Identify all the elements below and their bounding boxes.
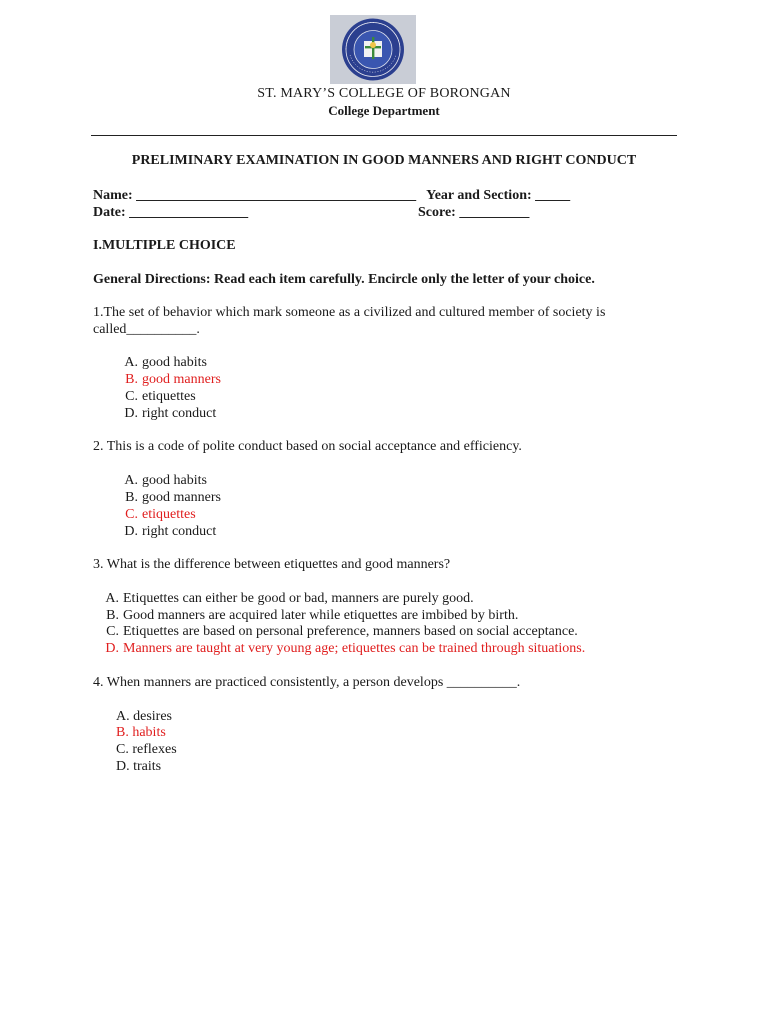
question-4-option-c[interactable]: C. reflexes (116, 742, 177, 757)
option-letter: A. (124, 355, 138, 370)
option-letter: A. (124, 473, 138, 488)
question-4-option-a[interactable]: A. desires (116, 709, 172, 724)
question-1-text-cont: called__________. (93, 322, 200, 337)
name-year-section-line: Name: ________________________________________ Year and Section: _____ (93, 188, 571, 203)
option-letter: A. (105, 591, 119, 606)
option-text: Etiquettes are based on personal preference, manners based on social acceptance. (123, 624, 578, 639)
option-letter: D. (124, 406, 138, 421)
question-1-option-d[interactable] (114, 405, 216, 422)
question-1-option-a[interactable] (114, 354, 207, 371)
option-text: etiquettes (142, 389, 196, 404)
school-name: ST. MARY’S COLLEGE OF BORONGAN (257, 86, 511, 101)
option-letter: C. (125, 507, 138, 522)
option-text: Good manners are acquired later while etiquettes are imbibed by birth. (123, 608, 519, 623)
header-divider (91, 135, 677, 136)
school-logo (330, 15, 416, 84)
option-text: etiquettes (142, 507, 196, 522)
option-text: good manners (142, 490, 221, 505)
option-text: good habits (142, 355, 207, 370)
question-3-text: 3. What is the difference between etiquettes and good manners? (93, 557, 451, 572)
option-letter: B. (125, 490, 138, 505)
option-text: good habits (142, 473, 207, 488)
option-letter: C. (125, 389, 138, 404)
option-text: Etiquettes can either be good or bad, manners are purely good. (123, 591, 474, 606)
option-letter: B. (125, 372, 138, 387)
question-2-text: 2. This is a code of polite conduct based on social acceptance and efficiency. (93, 439, 522, 454)
option-text: good manners (142, 372, 221, 387)
question-2-option-b[interactable] (114, 489, 221, 506)
question-2-option-c-answer[interactable] (114, 506, 196, 523)
general-directions: General Directions: Read each item carefully. Encircle only the letter of your choice. (93, 272, 595, 287)
score-line: Score: __________ (418, 205, 530, 220)
option-letter: C. (106, 624, 119, 639)
question-4-option-b-answer[interactable]: B. habits (116, 725, 166, 740)
question-2-option-a[interactable] (114, 472, 207, 489)
question-1-option-b-answer[interactable] (114, 371, 221, 388)
question-4-option-d[interactable]: D. traits (116, 759, 162, 774)
department-name: College Department (328, 103, 440, 118)
question-3-option-d-answer[interactable] (95, 640, 585, 657)
option-text: Manners are taught at very young age; etiquettes can be trained through situations. (123, 641, 586, 656)
date-line: Date: _________________ (93, 205, 249, 220)
question-3-option-a[interactable] (95, 590, 474, 607)
exam-title: PRELIMINARY EXAMINATION IN GOOD MANNERS AND RIGHT CONDUCT (131, 153, 637, 168)
option-letter: B. (106, 608, 119, 623)
question-3-option-c[interactable] (95, 623, 578, 640)
option-text: right conduct (142, 406, 217, 421)
question-3-option-b[interactable] (95, 607, 518, 624)
question-2-option-d[interactable] (114, 523, 216, 540)
option-letter: D. (124, 524, 138, 539)
question-1-option-c[interactable] (114, 388, 196, 405)
option-letter: D. (105, 641, 119, 656)
question-4-text: 4. When manners are practiced consistently, a person develops __________. (93, 675, 521, 690)
section-title: I.MULTIPLE CHOICE (93, 238, 236, 253)
option-text: right conduct (142, 524, 217, 539)
question-1-text: 1.The set of behavior which mark someone as a civilized and cultured member of society is (93, 305, 606, 320)
